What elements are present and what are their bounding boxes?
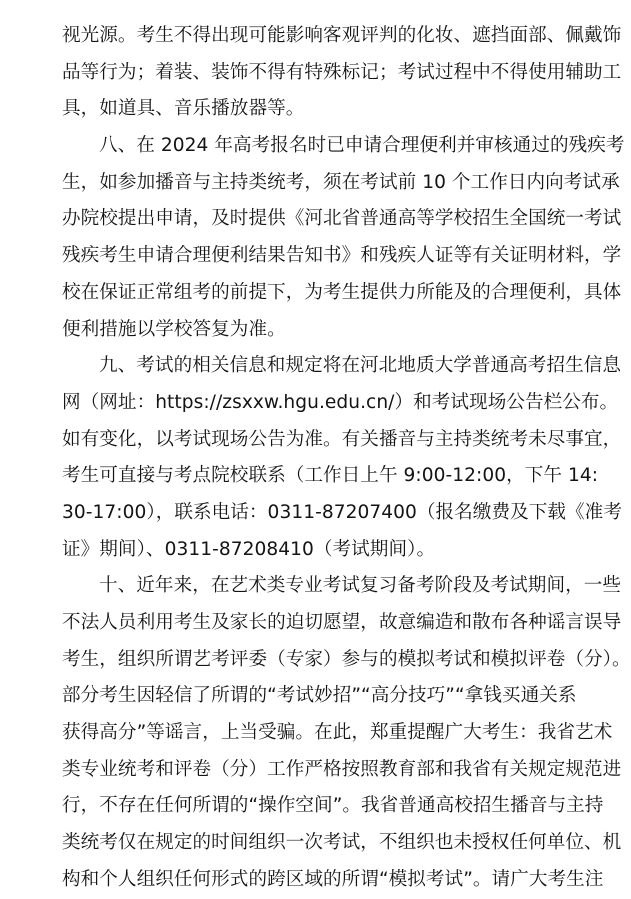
text-line: 考生可直接与考点院校联系（工作日上午 9:00-12:00，下午 14: (62, 465, 599, 487)
text-line: 生，如参加播音与主持类统考，须在考试前 10 个工作日内向考试承 (62, 171, 620, 193)
text-line: 品等行为；着装、装饰不得有特殊标记；考试过程中不得使用辅助工 (62, 61, 622, 83)
text-line: 获得高分”等谣言，上当受骗。在此，郑重提醒广大考生：我省艺术 (62, 722, 613, 744)
text-line: 视光源。考生不得出现可能影响客观评判的化妆、遮挡面部、佩戴饰 (62, 25, 622, 46)
text-line: 构和个人组织任何形式的跨区域的所谓“模拟考试”。请广大考生注 (62, 868, 604, 890)
text-line: 具，如道具、音乐播放器等。 (62, 98, 305, 120)
text-line: 办院校提出申请，及时提供《河北省普通高等学校招生全国统一考试 (62, 208, 622, 230)
text-line: 30-17:00），联系电话：0311-87207400（报名缴费及下载《准考 (62, 501, 622, 523)
text-line: 不法人员利用考生及家长的迫切愿望，故意编造和散布各种谣言误导 (62, 612, 622, 633)
paragraph-9-first-line: 九、考试的相关信息和规定将在河北地质大学普通高考招生信息 (99, 355, 622, 377)
text-line: 类专业统考和评卷（分）工作严格按照教育部和我省有关规定规范进 (62, 758, 622, 780)
text-line: 残疾考生申请合理便利结果告知书》和残疾人证等有关证明材料，学 (62, 245, 622, 267)
text-line: 部分考生因轻信了所谓的“考试妙招”“高分技巧”“拿钱买通关系 (62, 685, 577, 707)
text-line: 如有变化，以考试现场公告为准。有关播音与主持类统考未尽事宜， (62, 428, 622, 450)
text-line: 网（网址：https://zsxxw.hgu.edu.cn/）和考试现场公告栏公布。 (62, 391, 619, 413)
text-line: 校在保证正常组考的前提下，为考生提供力所能及的合理便利，具体 (62, 281, 622, 303)
text-line: 类统考仅在规定的时间组织一次考试，不组织也未授权任何单位、机 (62, 832, 622, 854)
document-body (62, 18, 631, 899)
paragraph-8-first-line: 八、在 2024 年高考报名时已申请合理便利并审核通过的残疾考 (99, 135, 625, 157)
text-line: 行，不存在任何所谓的“操作空间”。我省普通高校招生播音与主持 (62, 795, 604, 817)
text-line: 考生，组织所谓艺考评委（专家）参与的模拟考试和模拟评卷（分）。 (62, 648, 631, 670)
text-line: 证》期间）、0311-87208410（考试期间）。 (62, 538, 436, 560)
paragraph-10-first-line: 十、近年来，在艺术类专业考试复习备考阶段及考试期间，一些 (99, 575, 622, 597)
text-line: 便利措施以学校答复为准。 (62, 318, 286, 340)
